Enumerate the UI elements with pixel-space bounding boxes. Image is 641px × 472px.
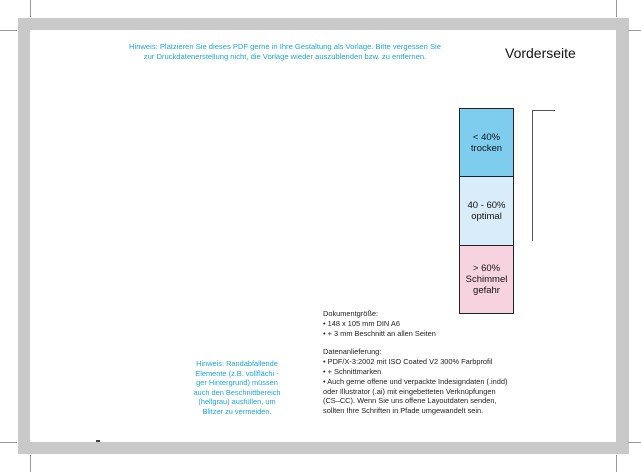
segment-label: optimal [471, 211, 502, 222]
bleed-hint-line: Elemente (z.B. vollflächi - [195, 368, 279, 378]
segment-label: gefahr [473, 285, 500, 296]
size-heading: Dokumentgröße: [323, 309, 379, 318]
crop-mark [30, 455, 31, 472]
humidity-segment-optimal [459, 176, 514, 245]
humidity-scale [459, 108, 514, 314]
delivery-item: (CS–CC). Wenn Sie uns offene Layoutdaten senden, [323, 396, 497, 406]
crop-mark [628, 442, 641, 443]
humidity-segment-dry [459, 108, 514, 176]
delivery-item: • + Schnittmarken [323, 366, 382, 376]
crop-mark [616, 0, 617, 17]
bleed-hint-line: ger Hintergrund) müssen [196, 378, 278, 388]
size-item: • 148 x 105 mm DIN A6 [323, 318, 400, 328]
delivery-item: • PDF/X-3:2002 mit ISO Coated V2 300% Farbprofil [323, 357, 493, 367]
delivery-heading: Datenanlieferung: [323, 347, 382, 357]
bleed-hint-line: Blitzer zu vermeiden. [202, 406, 272, 416]
scale-bracket [532, 110, 555, 241]
bleed-hint-line: (hellgrau) ausfüllen, um [198, 397, 276, 407]
humidity-segment-mold [459, 245, 514, 314]
segment-label: trocken [470, 142, 503, 154]
size-item: • + 3 mm Beschnitt an allen Seiten [323, 328, 436, 338]
segment-range: 40 - 60% [467, 200, 506, 211]
segment-range: < 40% [472, 131, 501, 143]
page-mark [96, 440, 100, 442]
document-info [323, 309, 553, 416]
placement-hint-line: Hinweis: Platzieren Sie dieses PDF gerne in Ihre Gestaltung als Vorlage. Bitte vergessen Sie [129, 42, 441, 51]
crop-mark [616, 455, 617, 472]
crop-mark [30, 0, 31, 17]
bleed-hint-line: Hinweis: Randabfallende [196, 359, 278, 368]
bleed-hint [181, 359, 293, 417]
placement-hint-line: zur Druckdatenerstellung nicht, die Vorlage wieder auszublenden bzw. zu entfernen. [143, 52, 427, 61]
crop-mark [0, 442, 17, 443]
crop-mark [628, 30, 641, 31]
bleed-hint-line: auch den Beschnittbereich [193, 387, 281, 397]
placement-hint [95, 42, 475, 62]
segment-range: > 60% [472, 263, 501, 274]
delivery-item: • Auch gerne offene und verpackte Indesigndaten (.indd) [323, 376, 508, 386]
side-title: Vorderseite [505, 45, 576, 61]
delivery-item: sollten Ihre Schriften in Pfade umgewandelt sein. [323, 406, 484, 416]
delivery-item: oder Illustrator (.ai) mit eingebetteten Verknüpfungen [323, 386, 496, 396]
crop-mark [0, 30, 17, 31]
segment-label: Schimmel [465, 274, 508, 285]
